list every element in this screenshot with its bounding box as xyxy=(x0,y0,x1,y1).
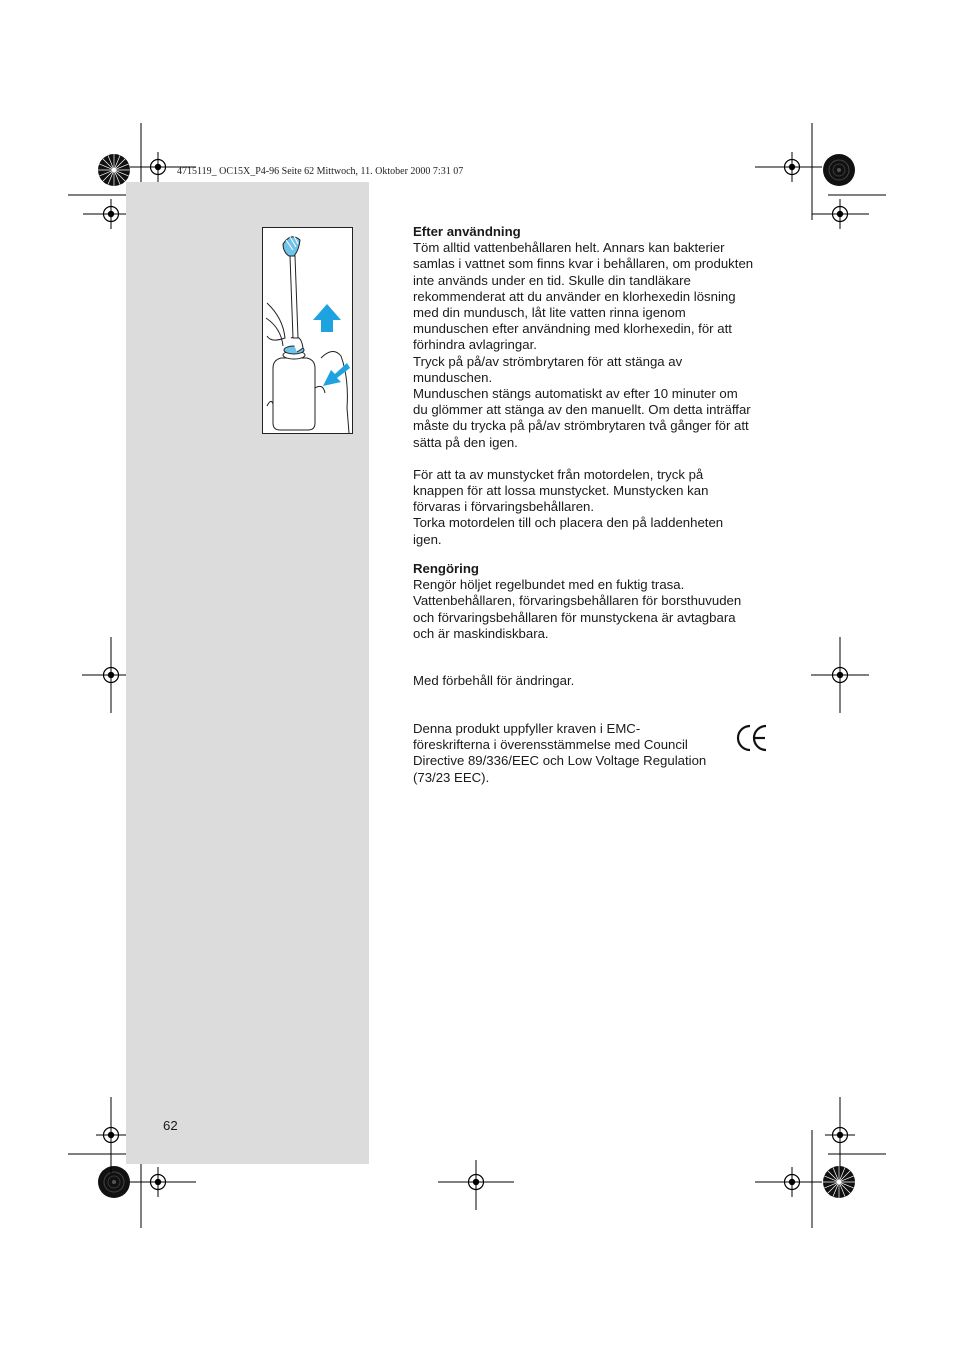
text-line: förhindra avlagringar. xyxy=(413,337,537,353)
page-number: 62 xyxy=(163,1118,178,1133)
text-line: med din mundusch, låt lite vatten rinna igenom xyxy=(413,305,686,321)
text-line: Munduschen stängs automatiskt av efter 10 minuter om xyxy=(413,386,738,402)
print-header: 4715119_ OC15X_P4-96 Seite 62 Mittwoch, 11. Oktober 2000 7:31 07 xyxy=(177,166,464,177)
text-line: du glömmer att stänga av den manuellt. Om detta inträffar xyxy=(413,402,751,418)
ce-mark-icon xyxy=(735,723,769,753)
text-line: igen. xyxy=(413,531,442,547)
section-cleaning xyxy=(413,561,773,642)
text-line: måste du trycka på på/av strömbrytaren två gånger för att xyxy=(413,418,749,434)
text-line: Directive 89/336/EEC och Low Voltage Regulation xyxy=(413,753,707,769)
section-after-use xyxy=(413,224,773,548)
paragraph xyxy=(413,240,773,353)
text-line: Rengör höljet regelbundet med en fuktig trasa. xyxy=(413,577,685,593)
paragraph xyxy=(413,354,773,386)
text-line: Töm alltid vattenbehållaren helt. Annars kan bakterier xyxy=(413,240,725,256)
text-line: förvaras i förvaringsbehållaren. xyxy=(413,499,595,515)
text-line: och förvaringsbehållaren för munstyckena är avtagbara xyxy=(413,609,736,625)
text-line: föreskrifterna i överensstämmelse med Council xyxy=(413,737,688,753)
text-line: Torka motordelen till och placera den på laddenheten xyxy=(413,515,724,531)
text-line: Vattenbehållaren, förvaringsbehållaren för borsthuvuden xyxy=(413,593,742,609)
text-line: rekommenderat att du använder en klorhexedin lösning xyxy=(413,288,736,304)
text-line: (73/23 EEC). xyxy=(413,769,490,785)
text-line: Denna produkt uppfyller kraven i EMC- xyxy=(413,721,641,736)
compliance-statement xyxy=(413,721,733,786)
text-line: knappen för att lossa munstycket. Munstycken kan xyxy=(413,483,709,499)
paragraph xyxy=(413,515,773,547)
paragraph xyxy=(413,386,773,451)
heading-cleaning: Rengöring xyxy=(413,561,479,576)
text-line: och är maskindiskbara. xyxy=(413,625,549,641)
paragraph xyxy=(413,467,773,516)
reservation-note: Med förbehåll för ändringar. xyxy=(413,673,575,688)
text-line: För att ta av munstycket från motordelen, tryck på xyxy=(413,466,704,482)
text-line: Tryck på på/av strömbrytaren för att stänga av xyxy=(413,353,683,369)
paragraph xyxy=(413,577,773,642)
text-line: samlas i vattnet som finns kvar i behållaren, om produkten xyxy=(413,256,754,272)
text-line: munduschen. xyxy=(413,369,493,385)
heading-after-use: Efter användning xyxy=(413,224,521,239)
text-line: munduschen efter användning med klorhexedin, för att xyxy=(413,321,732,337)
mouth-douche-illustration xyxy=(262,227,353,434)
text-line: sätta på den igen. xyxy=(413,434,518,450)
text-line: inte används under en tid. Skulle din tandläkare xyxy=(413,272,691,288)
